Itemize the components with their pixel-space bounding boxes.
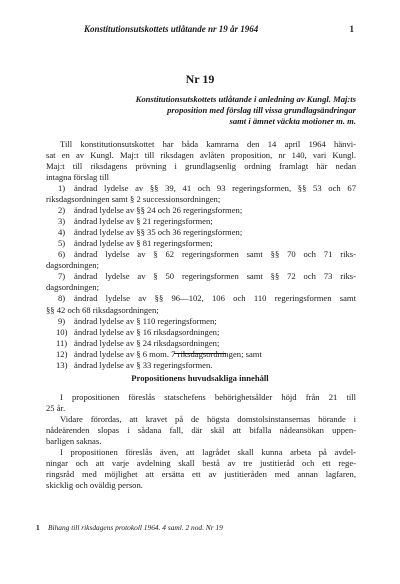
footnote-text: Bihang till riksdagens protokoll 1964. 4 saml. 2 nod. Nr 19 bbox=[48, 523, 223, 532]
intro-line: sat en av Kungl. Maj:t till riksdagen avlåten proposition, nr 140, vari Kungl. bbox=[46, 150, 356, 160]
amendment-number: 10) bbox=[56, 326, 68, 337]
amendment-item bbox=[46, 360, 356, 371]
amendment-item bbox=[46, 349, 356, 360]
document-subtitle bbox=[80, 94, 356, 127]
amendment-number: 6) bbox=[58, 249, 66, 260]
amendment-text: dagsordningen; bbox=[46, 282, 99, 293]
amendment-item bbox=[46, 282, 356, 293]
amendment-item bbox=[46, 338, 356, 349]
amendment-text: §§ 42 och 68 riksdagsordningen; bbox=[46, 304, 159, 315]
intro-line: Maj:t till riksdagens prövning i grundlagsenlig ordning framlagt här nedan bbox=[46, 161, 356, 171]
amendment-number: 7) bbox=[58, 271, 66, 282]
amendment-item bbox=[46, 316, 356, 327]
amendment-number: 3) bbox=[58, 216, 66, 227]
subtitle-line: samt i ämnet väckta motioner m. m. bbox=[229, 116, 356, 126]
summary-line: skicklig och oväldig person. bbox=[46, 480, 143, 490]
summary-line: I propositionen föreslås även, att lagrådet skall kunna arbeta på avdel- bbox=[60, 447, 356, 457]
amendment-number: 4) bbox=[58, 227, 66, 238]
amendment-text: ändrad lydelse av § 21 regeringsformen; bbox=[74, 216, 213, 227]
amendment-item bbox=[46, 238, 356, 249]
amendment-text: ändrad lydelse av § 81 regeringsformen; bbox=[74, 238, 213, 249]
footnote bbox=[36, 523, 223, 532]
subtitle-line: proposition med förslag till vissa grundlagsändringar bbox=[167, 105, 356, 115]
amendment-text: ändrad lydelse av § 33 regeringsformen. bbox=[74, 359, 213, 370]
amendment-item bbox=[46, 205, 356, 216]
amendment-list bbox=[46, 183, 356, 371]
amendment-text: riksdagsordningen samt § 2 successionsordningen; bbox=[46, 194, 221, 205]
summary-line: 25 år. bbox=[46, 403, 66, 413]
amendment-item bbox=[46, 305, 356, 316]
amendment-item bbox=[46, 249, 356, 260]
summary-section bbox=[46, 392, 356, 491]
running-head bbox=[84, 24, 354, 35]
amendment-item bbox=[46, 260, 356, 271]
summary-line: nådeärenden slopas i sådana fall, där skäl att bifalla nådeansökan uppen- bbox=[46, 425, 356, 435]
summary-line: barligen saknas. bbox=[46, 436, 102, 446]
subtitle-line: Konstitutionsutskottets utlåtande i anledning av Kungl. Maj:ts bbox=[135, 94, 356, 104]
amendment-item bbox=[46, 227, 356, 238]
section-divider bbox=[174, 353, 226, 354]
amendment-text: ändrad lydelse av § 50 regeringsformen samt §§ 72 och 73 riks- bbox=[74, 271, 356, 282]
amendment-text: ändrad lydelse av § 24 riksdagsordningen; bbox=[74, 337, 220, 348]
amendment-text: ändrad lydelse av § 6 mom. 7 riksdagsordningen; samt bbox=[74, 348, 262, 359]
amendment-item bbox=[46, 183, 356, 194]
amendment-number: 5) bbox=[58, 238, 66, 249]
amendment-item bbox=[46, 293, 356, 304]
amendment-text: ändrad lydelse av § 110 regeringsformen; bbox=[74, 315, 217, 326]
running-head-title: Konstitutionsutskottets utlåtande nr 19 år 1964 bbox=[84, 24, 259, 34]
amendment-number: 13) bbox=[56, 359, 68, 370]
amendment-item bbox=[46, 271, 356, 282]
summary-line: I propositionen föreslås statschefens behörighetsålder höjd från 21 till bbox=[60, 392, 356, 402]
summary-line: ringsråd med möjlighet att ersätta ett av justitieråden med annan lagfaren, bbox=[46, 469, 356, 479]
amendment-number: 9) bbox=[58, 315, 66, 326]
summary-line: Vidare förordas, att kravet på de högsta domstolsinstansernas hörande i bbox=[60, 414, 356, 424]
amendment-number: 8) bbox=[58, 293, 66, 304]
section-heading: Propositionens huvudsakliga innehåll bbox=[131, 373, 269, 383]
intro-paragraph bbox=[46, 139, 356, 183]
amendment-number: 12) bbox=[56, 348, 68, 359]
amendment-text: dagsordningen; bbox=[46, 260, 99, 271]
footnote-mark: 1 bbox=[36, 523, 40, 532]
amendment-text: ändrad lydelse av § 62 regeringsformen samt §§ 70 och 71 riks- bbox=[74, 249, 356, 260]
summary-line: ningar och att varje avdelning skall bestå av tre justitieråd och ett rege- bbox=[46, 458, 356, 468]
amendment-number: 11) bbox=[56, 337, 68, 348]
amendment-text: ändrad lydelse av §§ 39, 41 och 93 regeringsformen, §§ 53 och 67 bbox=[74, 183, 356, 193]
amendment-text: ändrad lydelse av § 16 riksdagsordningen; bbox=[74, 326, 220, 337]
amendment-text: ändrad lydelse av §§ 35 och 36 regeringsformen; bbox=[74, 227, 243, 238]
amendment-item bbox=[46, 194, 356, 205]
intro-line: intagna förslag till bbox=[46, 172, 110, 182]
page-number: 1 bbox=[349, 24, 354, 34]
amendment-text: ändrad lydelse av §§ 96—102, 106 och 110 regeringsformen samt bbox=[74, 293, 356, 304]
document-number: Nr 19 bbox=[185, 72, 215, 86]
amendment-text: ändrad lydelse av §§ 24 och 26 regeringsformen; bbox=[74, 205, 243, 216]
amendment-number: 2) bbox=[58, 205, 66, 216]
amendment-item bbox=[46, 327, 356, 338]
amendment-number: 1) bbox=[58, 183, 66, 193]
amendment-item bbox=[46, 216, 356, 227]
intro-line: Till konstitutionsutskottet har båda kamrarna den 14 april 1964 hänvi- bbox=[60, 139, 356, 149]
